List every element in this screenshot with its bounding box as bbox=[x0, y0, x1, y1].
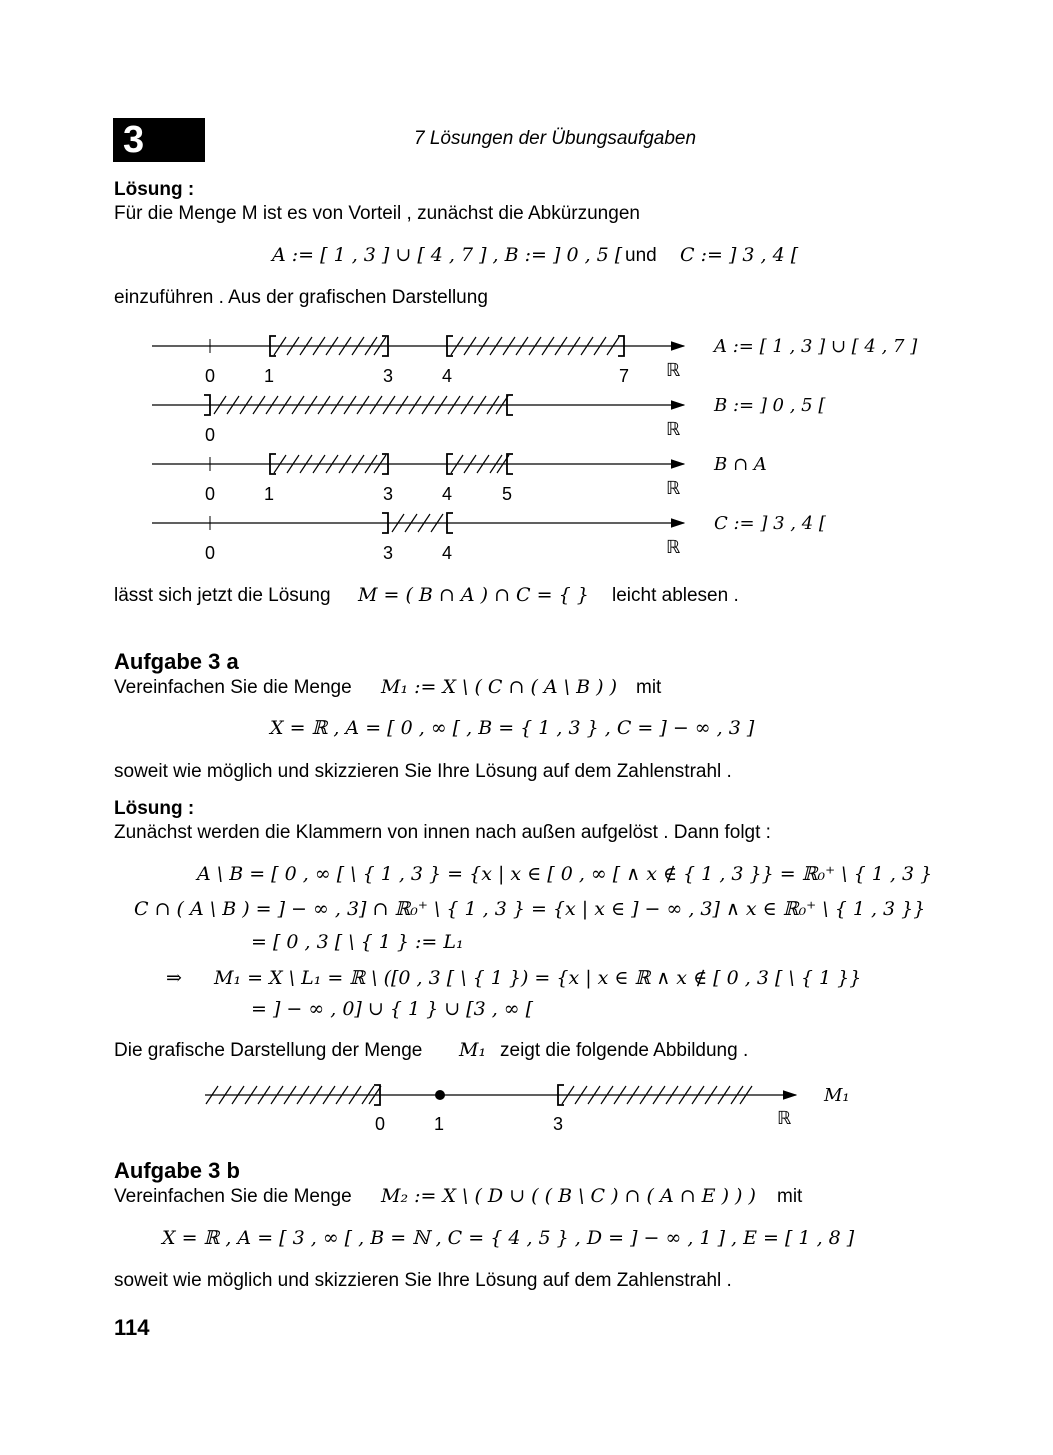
line-label-a: A := [ 1 , 3 ] ∪ [ 4 , 7 ] bbox=[714, 336, 918, 357]
real-numbers-symbol: ℝ bbox=[777, 1108, 792, 1128]
task-3a-statement-pre: Vereinfachen Sie die Menge bbox=[114, 677, 352, 698]
line-label-b: B := ] 0 , 5 [ bbox=[714, 395, 826, 416]
figure-intro-post: zeigt die folgende Abbildung . bbox=[500, 1040, 749, 1061]
running-title: 7 Lösungen der Übungsaufgaben bbox=[414, 128, 697, 149]
equation-2: C ∩ ( A \ B ) = ] − ∞ , 3] ∩ ℝ₀⁺ \ { 1 , 3 } = {x | x ∈ ] − ∞ , 3] ∧ x ∈ ℝ₀⁺ \ { 1 , 3 }} bbox=[134, 898, 926, 920]
number-line-b bbox=[152, 395, 826, 445]
tick-label: 3 bbox=[553, 1114, 564, 1134]
definition-math-2: C := ] 3 , 4 [ bbox=[680, 244, 799, 266]
equation-4: M₁ = X \ L₁ = ℝ \ ([0 , 3 [ \ { 1 }) = {x | x ∈ ℝ ∧ x ∉ [ 0 , 3 [ \ { 1 }} bbox=[214, 967, 862, 989]
task-3b-statement-post: mit bbox=[777, 1186, 803, 1207]
line-label-c: C := ] 3 , 4 [ bbox=[714, 513, 826, 534]
tick-label: 3 bbox=[383, 543, 394, 563]
tick-label: 3 bbox=[383, 366, 394, 386]
number-line-c bbox=[152, 513, 827, 563]
task-3b-given: X = ℝ , A = [ 3 , ∞ [ , B = ℕ , C = { 4 , 5 } , D = ] − ∞ , 1 ] , E = [ 1 , 8 ] bbox=[162, 1227, 855, 1249]
tick-label: 5 bbox=[502, 484, 513, 504]
tick-label: 1 bbox=[264, 366, 275, 386]
equation-1: A \ B = [ 0 , ∞ [ \ { 1 , 3 } = {x | x ∈ [ 0 , ∞ [ ∧ x ∉ { 1 , 3 }} = ℝ₀⁺ \ { 1 , 3 } bbox=[197, 863, 933, 885]
tick-label: 0 bbox=[205, 484, 216, 504]
m1-label: M₁ bbox=[824, 1085, 850, 1106]
point-one-dot bbox=[435, 1090, 445, 1100]
line-label-b-intersect-a: B ∩ A bbox=[714, 454, 767, 475]
equation-5: = ] − ∞ , 0] ∪ { 1 } ∪ [3 , ∞ [ bbox=[251, 998, 534, 1020]
task-3a-after-given: soweit wie möglich und skizzieren Sie Ihre Lösung auf dem Zahlenstrahl . bbox=[114, 761, 732, 782]
figure-intro-math: M₁ bbox=[459, 1039, 487, 1061]
number-line-diagram bbox=[0, 0, 1053, 580]
task-3a-given: X = ℝ , A = [ 0 , ∞ [ , B = { 1 , 3 } , C = ] − ∞ , 3 ] bbox=[270, 717, 755, 739]
real-numbers-symbol: ℝ bbox=[666, 537, 681, 557]
chapter-number-box: 3 bbox=[113, 118, 205, 162]
tick-label: 1 bbox=[434, 1114, 445, 1134]
tick-label: 0 bbox=[205, 543, 216, 563]
task-3a-solution-label: Lösung : bbox=[114, 798, 195, 819]
task-3a-solution-intro: Zunächst werden die Klammern von innen nach außen aufgelöst . Dann folgt : bbox=[114, 822, 771, 843]
intro-text: Für die Menge M ist es von Vorteil , zunächst die Abkürzungen bbox=[114, 203, 640, 224]
tick-label: 7 bbox=[619, 366, 630, 386]
real-numbers-symbol: ℝ bbox=[666, 360, 681, 380]
task-3a-statement-math: M₁ := X \ ( C ∩ ( A \ B ) ) bbox=[381, 676, 617, 698]
definition-math-1: A := [ 1 , 3 ] ∪ [ 4 , 7 ] , B := ] 0 , 5 [ bbox=[272, 244, 623, 266]
after-definitions-text: einzuführen . Aus der grafischen Darstellung bbox=[114, 287, 488, 308]
tick-label: 4 bbox=[442, 366, 453, 386]
implies-symbol: ⇒ bbox=[166, 967, 182, 989]
equation-3: = [ 0 , 3 [ \ { 1 } := L₁ bbox=[251, 931, 464, 953]
tick-label: 1 bbox=[264, 484, 275, 504]
tick-label: 0 bbox=[375, 1114, 386, 1134]
real-numbers-symbol: ℝ bbox=[666, 419, 681, 439]
task-3a-title: Aufgabe 3 a bbox=[114, 649, 239, 674]
conclusion-text-post: leicht ablesen . bbox=[612, 585, 739, 606]
number-line-a bbox=[152, 336, 918, 386]
definition-und: und bbox=[625, 245, 657, 266]
page-number: 114 bbox=[114, 1315, 150, 1340]
solution-label: Lösung : bbox=[114, 179, 195, 200]
conclusion-math: M = ( B ∩ A ) ∩ C = { } bbox=[358, 584, 589, 606]
tick-label: 4 bbox=[442, 543, 453, 563]
tick-label: 3 bbox=[383, 484, 394, 504]
tick-label: 0 bbox=[205, 366, 216, 386]
task-3b-title: Aufgabe 3 b bbox=[114, 1158, 240, 1183]
task-3b-after-given: soweit wie möglich und skizzieren Sie Ihre Lösung auf dem Zahlenstrahl . bbox=[114, 1270, 732, 1291]
task-3a-statement-post: mit bbox=[636, 677, 662, 698]
tick-label: 4 bbox=[442, 484, 453, 504]
conclusion-text-pre: lässt sich jetzt die Lösung bbox=[114, 585, 331, 606]
figure-intro-pre: Die grafische Darstellung der Menge bbox=[114, 1040, 423, 1061]
task-3b-statement-math: M₂ := X \ ( D ∪ ( ( B \ C ) ∩ ( A ∩ E ) ) ) bbox=[381, 1185, 756, 1207]
tick-label: 0 bbox=[205, 425, 216, 445]
task-3b-statement-pre: Vereinfachen Sie die Menge bbox=[114, 1186, 352, 1207]
real-numbers-symbol: ℝ bbox=[666, 478, 681, 498]
number-line-b-intersect-a bbox=[152, 454, 767, 504]
